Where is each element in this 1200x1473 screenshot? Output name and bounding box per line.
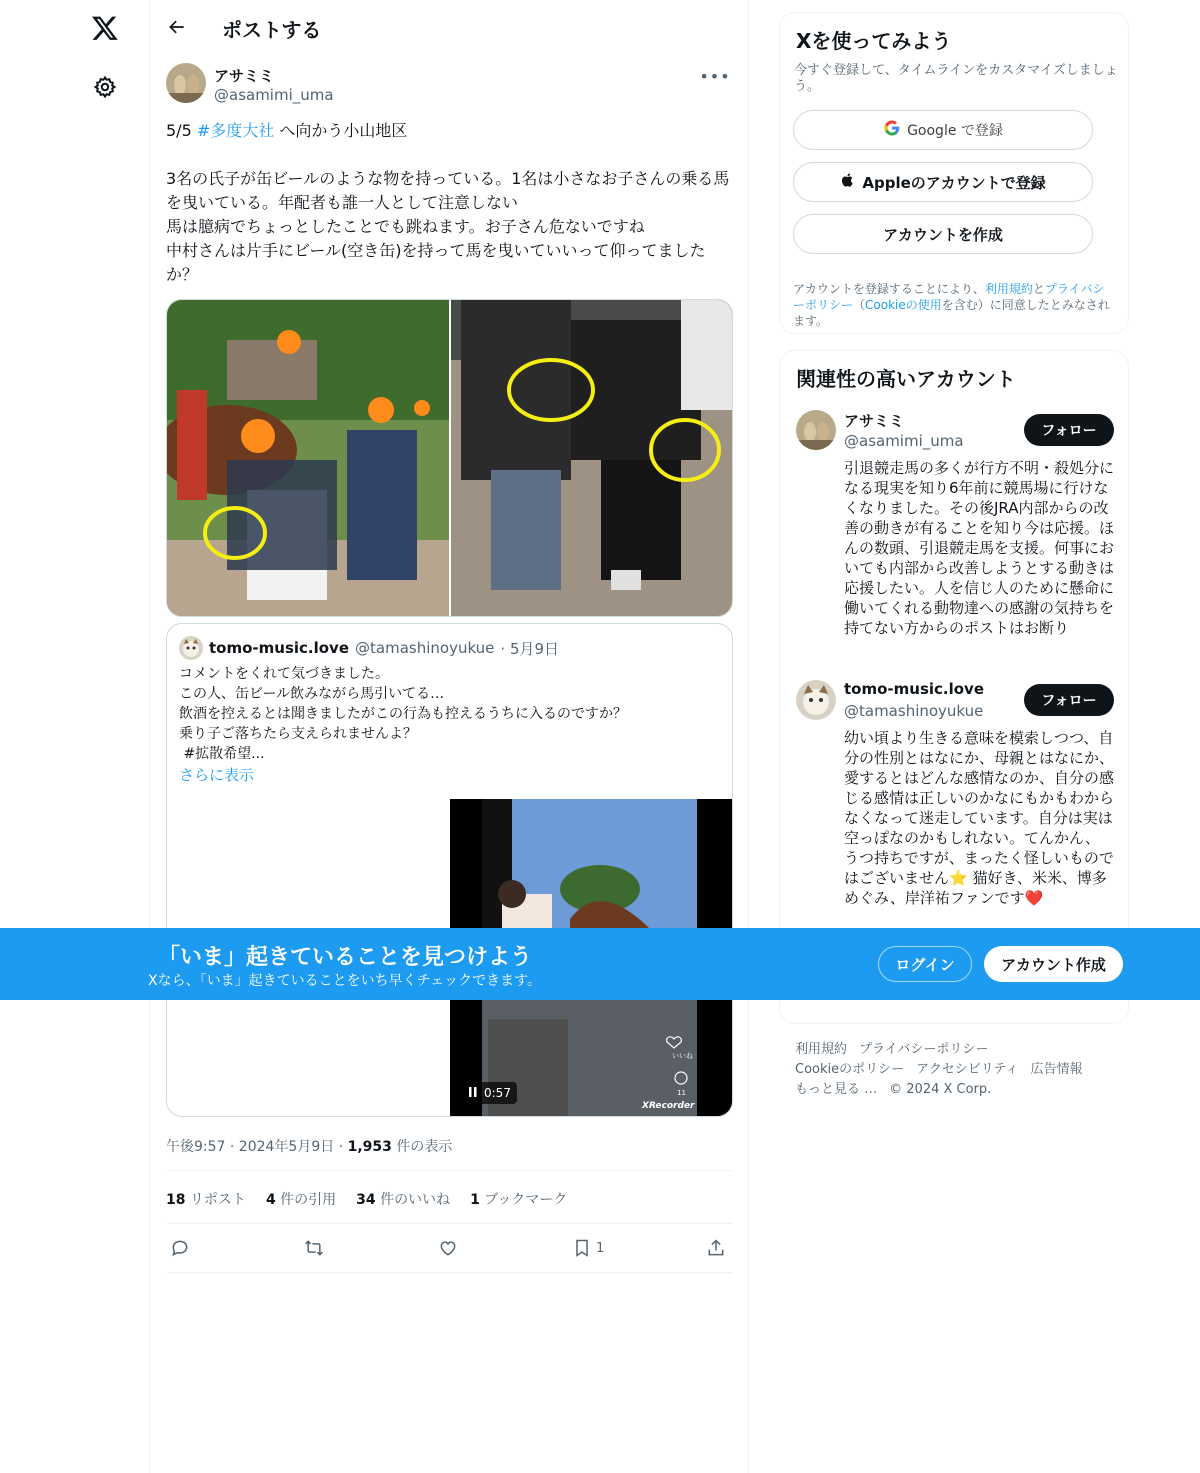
post-text bbox=[166, 119, 732, 287]
signup-card bbox=[779, 12, 1129, 334]
account-handle[interactable]: @tamashinoyukue bbox=[844, 702, 984, 720]
share-icon[interactable] bbox=[706, 1234, 726, 1262]
terms-text: を含む）に同意したとみなされます。 bbox=[793, 298, 1110, 328]
author-name[interactable]: アサミミ bbox=[214, 67, 275, 85]
account-name[interactable]: tomo-music.love bbox=[844, 680, 985, 698]
more-options-icon[interactable]: ••• bbox=[699, 66, 731, 86]
account-avatar[interactable] bbox=[796, 410, 836, 450]
post-timestamp bbox=[166, 1136, 452, 1156]
author-handle[interactable]: @asamimi_uma bbox=[214, 86, 334, 104]
video-controls[interactable] bbox=[462, 1082, 517, 1104]
terms-text: （ bbox=[853, 298, 866, 312]
divider bbox=[166, 1170, 732, 1171]
google-icon bbox=[883, 119, 901, 141]
author-avatar[interactable] bbox=[166, 63, 206, 103]
post-photo-1[interactable] bbox=[167, 300, 449, 616]
views-count: 1,953 bbox=[347, 1139, 392, 1155]
hashtag-link[interactable]: #多度大社 bbox=[196, 121, 275, 140]
show-more-link[interactable]: さらに表示 bbox=[179, 766, 255, 784]
signup-title: Xを使ってみよう bbox=[796, 29, 952, 53]
video-duration: 0:57 bbox=[484, 1086, 511, 1100]
stat-likes[interactable]: 34 件のいいね bbox=[356, 1192, 451, 1208]
divider bbox=[166, 1223, 732, 1224]
footer-link-cookie[interactable]: Cookieのポリシー bbox=[795, 1062, 905, 1077]
google-signup-label: Google で登録 bbox=[907, 123, 1003, 139]
bookmark-count: 1 bbox=[596, 1240, 605, 1256]
prompt-subtitle: Xなら、「いま」起きていることをいち早くチェックできます。 bbox=[148, 973, 542, 989]
account-bio: 引退競走馬の多くが行方不明・殺処分になる現実を知り6年前に競馬場に行けなくなりました。その後JRA内部からの改善の動きが有ることを知り今は応援。ほんの数頭、引退競走馬を支援。何事においても内部から改善しようとする動きは応援したい。人を信じ人のために懸命に働いてくれる動物達への感謝の気持ちを持てない方からのポストはお断り bbox=[844, 459, 1115, 637]
repost-icon[interactable] bbox=[304, 1234, 324, 1262]
stat-reposts[interactable]: 18 リポスト bbox=[166, 1192, 246, 1208]
follow-button[interactable]: フォロー bbox=[1024, 684, 1114, 716]
x-logo-icon[interactable] bbox=[82, 5, 128, 51]
terms-text: アカウントを登録することにより、 bbox=[793, 282, 985, 296]
terms-text: と bbox=[1032, 282, 1045, 296]
post-author bbox=[166, 63, 732, 107]
apple-icon bbox=[840, 171, 856, 193]
quoted-post-header bbox=[179, 636, 559, 660]
video-watermark: XRecorder bbox=[642, 1101, 695, 1111]
account-avatar[interactable] bbox=[796, 680, 836, 720]
signup-subtitle: 今すぐ登録して、タイムラインをカスタマイズしましょう。 bbox=[794, 63, 1118, 94]
follow-button[interactable]: フォロー bbox=[1024, 414, 1114, 446]
bookmark-icon[interactable] bbox=[572, 1234, 604, 1262]
stat-bookmarks[interactable]: 1 ブックマーク bbox=[470, 1192, 568, 1208]
page-title: ポストする bbox=[222, 18, 322, 42]
video-like-label: いいね bbox=[672, 1052, 693, 1060]
settings-gear-icon[interactable] bbox=[82, 64, 128, 110]
account-handle[interactable]: @asamimi_uma bbox=[844, 432, 964, 450]
left-nav bbox=[70, 0, 140, 1473]
post-text-suffix: へ向かう小山地区 bbox=[274, 121, 408, 140]
footer-link-terms[interactable]: 利用規約 bbox=[795, 1042, 848, 1057]
terms-link[interactable]: 利用規約 bbox=[984, 282, 1033, 296]
video-comment-count: 11 bbox=[677, 1089, 686, 1097]
quoted-author-handle[interactable]: @tamashinoyukue bbox=[355, 639, 495, 657]
post-photos bbox=[166, 299, 733, 617]
quoted-author-name[interactable]: tomo-music.love bbox=[209, 639, 350, 657]
post-body: 3名の氏子が缶ビールのような物を持っている。1名は小さなお子さんの乗る馬を曳いている。年配者も誰一人として注意しない 馬は臆病でちょっとしたことでも跳ねます。お子さん危ないですね 中村さんは片手にビール(空き缶)を持って馬を曳いていいって仰ってましたか？ bbox=[166, 169, 730, 284]
footer-copyright: © 2024 X Corp. bbox=[889, 1082, 992, 1097]
account-name[interactable]: アサミミ bbox=[844, 412, 905, 430]
quoted-post-text: コメントをくれて気づきました。 この人、缶ビール飲みながら馬引いてる… 飲酒を控えるとは聞きましたがこの行為も控えるうちに入るのですか？ 乗り子ご落ちたら支えられませんよ？ #拡散希望... bbox=[179, 666, 627, 762]
footer-link-accessibility[interactable]: アクセシビリティ bbox=[916, 1062, 1019, 1077]
prompt-title: 「いま」起きていることを見つけよう bbox=[158, 945, 533, 970]
footer-link-more[interactable]: もっと見る … bbox=[795, 1082, 878, 1097]
post-header bbox=[150, 0, 748, 54]
login-button[interactable]: ログイン bbox=[878, 946, 972, 982]
reply-icon[interactable] bbox=[170, 1234, 190, 1262]
divider bbox=[166, 1272, 732, 1273]
login-prompt-bar bbox=[0, 928, 1200, 1000]
back-arrow-icon[interactable] bbox=[160, 10, 194, 44]
account-bio: 幼い頃より生きる意味を模索しつつ、自分の性別とはなにか、母親とはなにか、愛するとはどんな感情なのか、自分の感じる感情は正しいのかなにもかもわからなくなって迷走しています。自分は実は空っぽなのかもしれない。てんかん、うつ持ちですが、まったく怪しいものではございません⭐ 猫好き、米米、博多めぐみ、岸洋祐ファンです❤️ bbox=[844, 729, 1115, 907]
signup-terms bbox=[793, 281, 1115, 329]
apple-signup-label: Appleのアカウントで登録 bbox=[862, 173, 1046, 192]
post-text-prefix: 5/5 bbox=[166, 121, 197, 140]
main-column bbox=[149, 0, 749, 1473]
create-account-button[interactable]: アカウントを作成 bbox=[793, 214, 1093, 254]
like-heart-icon[interactable] bbox=[438, 1234, 458, 1262]
views-label: 件の表示 bbox=[391, 1139, 453, 1155]
signup-button[interactable]: アカウント作成 bbox=[984, 946, 1123, 982]
quoted-author-avatar[interactable] bbox=[179, 636, 203, 660]
related-account[interactable] bbox=[796, 680, 1114, 940]
footer-link-privacy[interactable]: プライバシーポリシー bbox=[859, 1042, 989, 1057]
stat-quotes[interactable]: 4 件の引用 bbox=[265, 1192, 337, 1208]
timestamp-text[interactable]: 午後9:57 · 2024年5月9日 · bbox=[166, 1139, 348, 1155]
privacy-link[interactable]: プライバシーポリシー bbox=[793, 282, 1105, 312]
post-stats bbox=[166, 1189, 567, 1209]
google-signup-button[interactable] bbox=[793, 110, 1093, 150]
pause-icon[interactable] bbox=[468, 1086, 478, 1101]
sidebar-footer bbox=[795, 1040, 1115, 1100]
post-actions bbox=[166, 1234, 732, 1262]
related-account[interactable] bbox=[796, 410, 1114, 660]
related-title: 関連性の高いアカウント bbox=[796, 367, 1016, 391]
quoted-post[interactable] bbox=[166, 623, 733, 1117]
cookie-link[interactable]: Cookieの使用 bbox=[865, 298, 942, 312]
related-accounts-card bbox=[779, 350, 1129, 1024]
apple-signup-button[interactable] bbox=[793, 162, 1093, 202]
footer-link-ads[interactable]: 広告情報 bbox=[1030, 1062, 1083, 1077]
post-photo-2[interactable] bbox=[451, 300, 733, 616]
quoted-post-date: · 5月9日 bbox=[500, 639, 560, 658]
